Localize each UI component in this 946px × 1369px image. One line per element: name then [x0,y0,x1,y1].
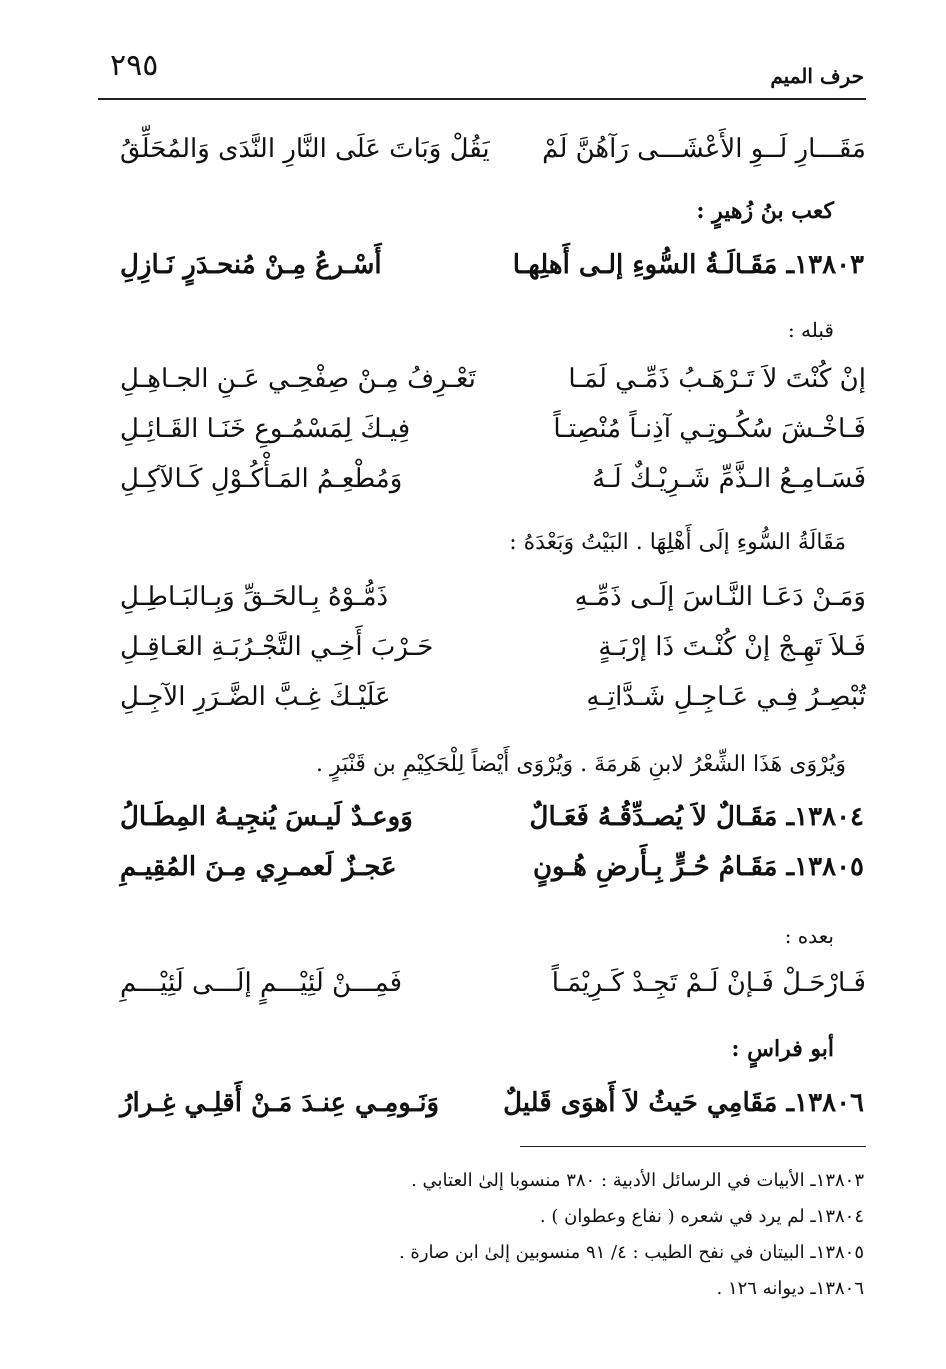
verse-second-hemistich: وَوعـدٌ لَيـسَ يُنجِيـهُ المِطَـالُ [120,802,413,832]
verse-first-hemistich: ١٣٨٠٦ـ مَقَامِي حَيثُ لاَ أَهوَى قَليلٌ [503,1088,864,1118]
verse-first-hemistich: فَـاخْـشَ سُكُـوتِـي آذِنـاً مُنْصِتـاً [553,414,866,444]
verse-second-hemistich: عَجـزٌ لَعمـرِي مِـنَ المُقِيـمِ [120,852,397,882]
verse-first-hemistich: تُبْصِـرُ فِـي عَـاجِـلِ شَـدَّاتِـهِ [586,682,866,712]
verse-number: ١٣٨٠٤ـ [786,802,864,832]
numbered-verse-13805 [120,852,864,896]
verse-line [120,582,866,626]
chapter-title: حرف الميم [770,64,864,88]
note-text: مَقَالَةُ السُّوءِ إلَى أَهْلِهَا . البَيْتُ وَبَعْدَهُ : [509,530,846,555]
verse-number: ١٣٨٠٣ـ [786,250,864,280]
verse-second-hemistich: ذَمُّـوْهُ بِـالحَـقِّ وَبِـالبَـاطِـلِ [120,582,389,612]
verse-second-hemistich: وَمُطْعِـمُ المَـأْكُـوْلِ كَـالآكِـلِ [120,464,403,494]
note-label: بعده : [784,924,834,948]
verse-first-hemistich: مَقَـــارِ لَــوِ الأَعْشَـــى رَآهُنَّ لَمْ [542,134,866,164]
numbered-verse-13803 [120,250,864,294]
footnote: ١٣٨٠٥ـ البيتان في نفح الطيب : ٤/ ٩١ منسوبين إلىٰ ابن صارة . [398,1242,864,1263]
verse-first-hemistich: وَمَـنْ دَعَـا النَّـاسَ إلَـى ذَمِّـهِ [574,582,866,612]
poet-name: أبو فراسٍ : [731,1036,834,1062]
verse-number: ١٣٨٠٦ـ [786,1088,864,1118]
verse-line [120,364,866,408]
verse-first-hemistich: ١٣٨٠٥ـ مَقَـامُ حُـرٍّ بِـأَرضِ هُـونٍ [532,852,864,882]
verse-second-hemistich: فِيـكَ لِمَسْمُـوعِ خَنَـا القَـائِـلِ [120,414,411,444]
footnote: ١٣٨٠٦ـ ديوانه ١٢٦ . [716,1278,864,1299]
verse-first-hemistich: إنْ كُنْتَ لاَ تَـرْهَـبُ ذَمِّـي لَمَـا [568,364,866,394]
verse-first-hemistich: فَـارْحَـلْ فَـإنْ لَـمْ تَجِـدْ كَـرِيْمَـاً [551,968,866,998]
footnote: ١٣٨٠٣ـ الأبيات في الرسائل الأدبية : ٣٨٠ منسوبا إلىٰ العتابي . [411,1170,864,1191]
verse-line [120,414,866,458]
note-label: قبله : [787,318,834,342]
numbered-verse-13806 [120,1088,864,1132]
verse-second-hemistich: فَمِـــنْ لَئِيْـــمٍ إلَـــى لَئِيْـــمِ [120,968,403,998]
page-number: ٢٩٥ [110,48,159,83]
header-divider [98,98,866,100]
footnote-divider [520,1146,866,1147]
verse-number: ١٣٨٠٥ـ [786,852,864,882]
verse-line [120,632,866,676]
verse-second-hemistich: تَعْـرِفُ مِـنْ صِفْحِـي عَـنِ الجـاهِـلِ [120,364,476,394]
verse-first-hemistich: فَسَـامِـعُ الـذَّمِّ شَـرِيْـكٌ لَـهُ [592,464,866,494]
poet-name: كعب بنُ زُهيرٍ : [696,198,834,224]
verse-second-hemistich: حَـرْبَ أَخِـي التَّجْـرُبَـةِ العَـاقِـلِ [120,632,434,662]
verse-second-hemistich: أَسْـرعُ مِـنْ مُنحـدَرٍ نَـازِلِ [120,250,382,280]
verse-second-hemistich: عَلَيْـكَ غِـبَّ الضَّـرَرِ الآجِـلِ [120,682,391,712]
footnote: ١٣٨٠٤ـ لم يرد في شعره ( نفاع وعطوان ) . [539,1206,864,1227]
verse-line [120,682,866,726]
verse-first-hemistich: ١٣٨٠٣ـ مَقَـالَـةُ السُّوءِ إلـى أَهلِهـا [512,250,864,280]
attribution-note: وَيُرْوَى هَذَا الشِّعْرُ لابنِ هَرمَةَ . وَيُرْوَى أَيْضاً لِلْحَكِيْمِ بن قَنْبَرٍ . [316,752,846,777]
verse-line [120,134,866,178]
verse-line [120,464,866,508]
verse-second-hemistich: وَنَـومِـي عِنـدَ مَـنْ أَقلِـي غِـرارُ [120,1088,440,1118]
verse-first-hemistich: ١٣٨٠٤ـ مَقَـالٌ لاَ يُصـدِّقُـهُ فَعَـالٌ [529,802,864,832]
verse-second-hemistich: يَقُلْ وَبَاتَ عَلَى النَّارِ النَّدَى وَالمُحَلِّقُ [120,134,490,164]
numbered-verse-13804 [120,802,864,846]
verse-first-hemistich: فَـلاَ تَهِـجْ إنْ كُنْـتَ ذَا إرْبَـةٍ [598,632,866,662]
verse-line [120,968,866,1012]
